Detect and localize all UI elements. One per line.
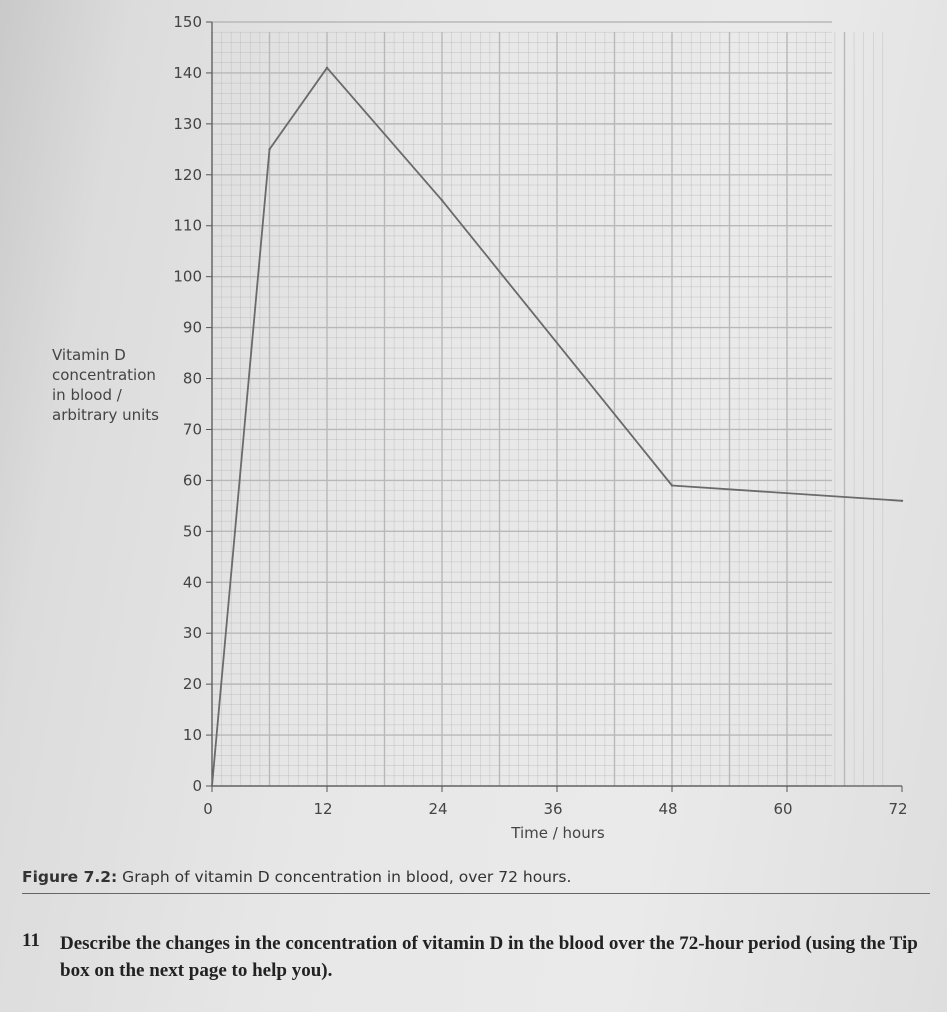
data-point	[671, 484, 673, 486]
y-axis-label-line: in blood /	[52, 386, 122, 404]
chart-grid	[212, 22, 883, 786]
y-tick-label: 20	[182, 675, 202, 694]
question-number: 11	[22, 930, 40, 951]
caption-divider	[22, 893, 930, 894]
x-tick-label: 24	[428, 800, 448, 818]
y-tick-label: 30	[182, 624, 202, 643]
y-tick-label: 120	[173, 165, 202, 184]
x-tick-label: 12	[313, 800, 333, 818]
figure-caption-text: Graph of vitamin D concentration in blood, over 72 hours.	[117, 868, 572, 886]
y-tick-label: 100	[173, 267, 202, 286]
x-tick-label: 0	[203, 800, 213, 818]
y-tick-label: 140	[173, 63, 202, 82]
y-tick-label: 50	[182, 522, 202, 541]
y-axis-label-line: concentration	[52, 366, 156, 384]
y-tick-label: 130	[173, 114, 202, 133]
y-tick-label: 110	[173, 216, 202, 235]
data-point	[441, 199, 443, 201]
y-tick-label: 60	[182, 471, 202, 490]
y-tick-label: 80	[182, 369, 202, 388]
y-tick-label: 10	[182, 726, 202, 745]
x-tick-label: 60	[773, 800, 793, 818]
y-tick-label: 90	[182, 318, 202, 337]
question-text: Describe the changes in the concentration of vitamin D in the blood over the 72-hour period (using the Tip box on the next page to help you).	[60, 933, 918, 981]
x-axis-label: Time / hours	[511, 824, 605, 842]
figure-label: Figure 7.2:	[22, 868, 118, 886]
chart-ticks	[173, 13, 907, 818]
figure-caption	[22, 868, 571, 886]
y-tick-label: 40	[182, 573, 202, 592]
data-point	[901, 500, 903, 502]
x-tick-label: 36	[543, 800, 563, 818]
x-tick-label: 48	[658, 800, 678, 818]
y-tick-label: 150	[173, 13, 202, 31]
data-point	[268, 148, 270, 150]
y-tick-label: 70	[182, 420, 202, 439]
y-axis-label-line: Vitamin D	[52, 346, 126, 364]
x-tick-label: 72	[888, 800, 908, 818]
data-point	[211, 785, 213, 787]
data-point	[326, 67, 328, 69]
y-tick-label: 0	[192, 777, 202, 795]
y-axis-label-line: arbitrary units	[52, 406, 159, 424]
